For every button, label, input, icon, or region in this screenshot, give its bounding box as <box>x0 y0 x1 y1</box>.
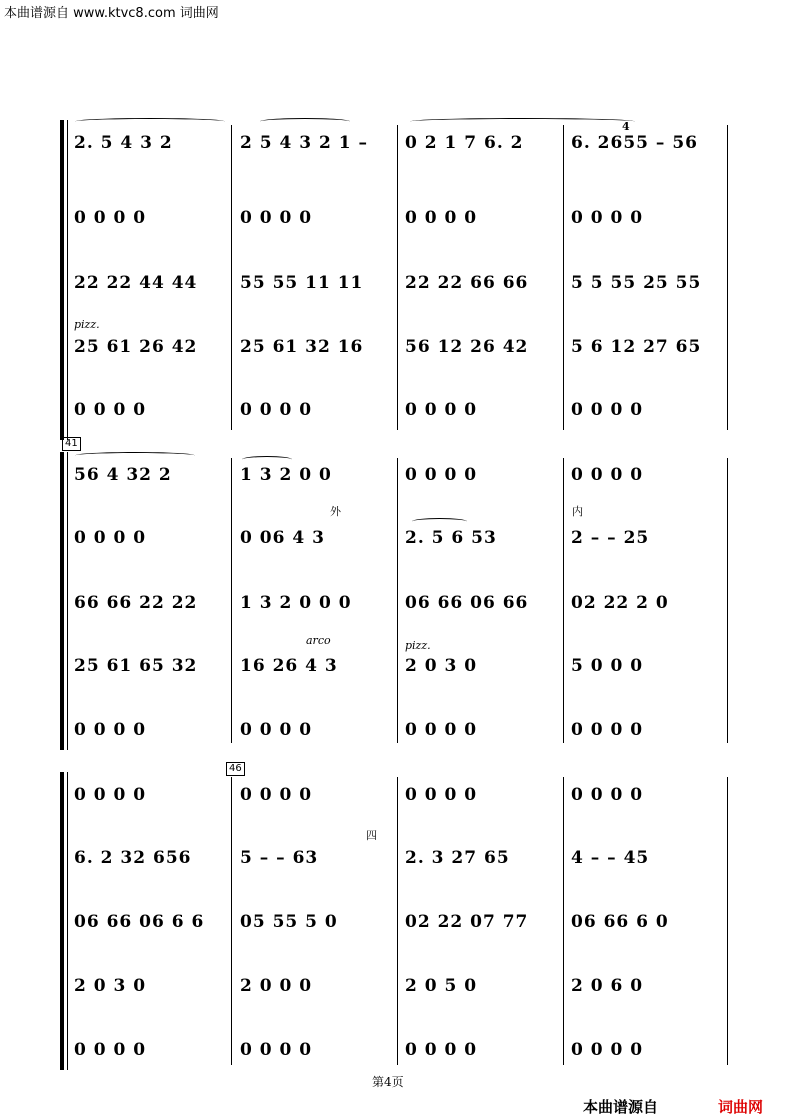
note-cell: 0 0 0 0 <box>74 720 147 740</box>
slur <box>260 118 350 125</box>
note-cell: 0 0 0 0 <box>405 400 478 420</box>
system-line <box>67 772 68 1070</box>
note-cell: 0 0 0 0 <box>74 400 147 420</box>
measure-number: 46 <box>226 762 245 776</box>
barline <box>727 458 728 743</box>
technique-mark: 外 <box>330 505 341 518</box>
note-cell: 5 6 12 27 65 <box>571 337 702 357</box>
system-line <box>67 452 68 750</box>
note-cell: 25 61 32 16 <box>240 337 364 357</box>
note-cell: 0 0 0 0 <box>74 208 147 228</box>
barline <box>231 777 232 1065</box>
note-cell: 2. 3 27 65 <box>405 848 510 868</box>
note-cell: 0 0 0 0 <box>405 1040 478 1060</box>
footer-source: 本曲谱源自 <box>583 1098 659 1116</box>
note-cell: 2 – – 25 <box>571 528 650 548</box>
pizz-marking: pizz. <box>74 318 100 331</box>
note-cell: 0 0 0 0 <box>240 720 313 740</box>
system-line <box>67 120 68 440</box>
note-cell: 25 61 65 32 <box>74 656 198 676</box>
note-cell: 2. 5 6 53 <box>405 528 497 548</box>
note-cell: 0 0 0 0 <box>571 720 644 740</box>
note-cell: 56 12 26 42 <box>405 337 529 357</box>
note-cell: 0 0 0 0 <box>405 208 478 228</box>
pizz-marking: pizz. <box>405 639 431 652</box>
note-cell: 6. 2655 – 56 <box>571 133 698 153</box>
note-cell: 0 0 0 0 <box>571 465 644 485</box>
barline <box>727 777 728 1065</box>
note-cell: 05 55 5 0 <box>240 912 338 932</box>
note-cell: 0 0 0 0 <box>571 1040 644 1060</box>
note-cell: 2 0 3 0 <box>405 656 478 676</box>
note-cell: 06 66 6 0 <box>571 912 669 932</box>
note-cell: 06 66 06 66 <box>405 593 529 613</box>
note-cell: 56 4 32 2 <box>74 465 172 485</box>
note-cell: 0 0 0 0 <box>74 785 147 805</box>
slur <box>412 518 467 525</box>
note-cell: 5 5 55 25 55 <box>571 273 702 293</box>
note-cell: 0 0 0 0 <box>240 1040 313 1060</box>
note-cell: 0 0 0 0 <box>240 400 313 420</box>
note-cell: 0 0 0 0 <box>405 785 478 805</box>
barline <box>397 458 398 743</box>
note-cell: 66 66 22 22 <box>74 593 198 613</box>
measure-number: 41 <box>62 437 81 451</box>
note-cell: 5 0 0 0 <box>571 656 644 676</box>
barline <box>231 125 232 430</box>
note-cell: 55 55 11 11 <box>240 273 364 293</box>
note-cell: 0 0 0 0 <box>240 785 313 805</box>
page-number: 第4页 <box>372 1075 404 1089</box>
note-cell: 0 06 4 3 <box>240 528 325 548</box>
note-cell: 2 0 5 0 <box>405 976 478 996</box>
system-bracket <box>60 772 64 1070</box>
barline <box>563 125 564 430</box>
note-cell: 22 22 66 66 <box>405 273 529 293</box>
note-cell: 25 61 26 42 <box>74 337 198 357</box>
note-cell: 2 0 0 0 <box>240 976 313 996</box>
note-cell: 4 – – 45 <box>571 848 650 868</box>
note-cell: 16 26 4 3 <box>240 656 338 676</box>
note-cell: 0 0 0 0 <box>571 400 644 420</box>
barline <box>231 458 232 743</box>
note-cell: 06 66 06 6 6 <box>74 912 205 932</box>
note-cell: 1 3 2 0 0 0 <box>240 593 352 613</box>
barline <box>397 125 398 430</box>
barline <box>563 777 564 1065</box>
note-cell: 02 22 07 77 <box>405 912 529 932</box>
note-cell: 2 0 3 0 <box>74 976 147 996</box>
note-cell: 22 22 44 44 <box>74 273 198 293</box>
footer-site: 词曲网 <box>718 1098 764 1116</box>
slur <box>410 118 635 125</box>
note-cell: 02 22 2 0 <box>571 593 669 613</box>
note-cell: 0 0 0 0 <box>240 208 313 228</box>
note-cell: 0 0 0 0 <box>571 785 644 805</box>
system-bracket <box>60 120 64 440</box>
note-cell: 2. 5 4 3 2 <box>74 133 173 153</box>
system-bracket <box>60 452 64 750</box>
page-header: 本曲谱源自 www.ktvc8.com 词曲网 <box>4 6 219 21</box>
note-cell: 5 – – 63 <box>240 848 319 868</box>
slur <box>75 452 195 459</box>
slur <box>242 456 292 463</box>
barline <box>727 125 728 430</box>
technique-mark: 内 <box>572 505 583 518</box>
note-cell: 0 0 0 0 <box>74 1040 147 1060</box>
note-cell: 2 5 4 3 2 1 – <box>240 133 368 153</box>
technique-mark: 四 <box>366 829 377 842</box>
note-cell: 0 0 0 0 <box>405 720 478 740</box>
note-cell: 0 0 0 0 <box>571 208 644 228</box>
note-cell: 6. 2 32 656 <box>74 848 192 868</box>
note-cell: 1 3 2 0 0 <box>240 465 332 485</box>
note-cell: 0 0 0 0 <box>405 465 478 485</box>
fingering-mark: 4 <box>622 120 630 133</box>
arco-marking: arco <box>306 634 331 647</box>
note-cell: 0 0 0 0 <box>74 528 147 548</box>
note-cell: 2 0 6 0 <box>571 976 644 996</box>
barline <box>397 777 398 1065</box>
barline <box>563 458 564 743</box>
slur <box>75 118 225 125</box>
note-cell: 0 2 1 7 6. 2 <box>405 133 524 153</box>
